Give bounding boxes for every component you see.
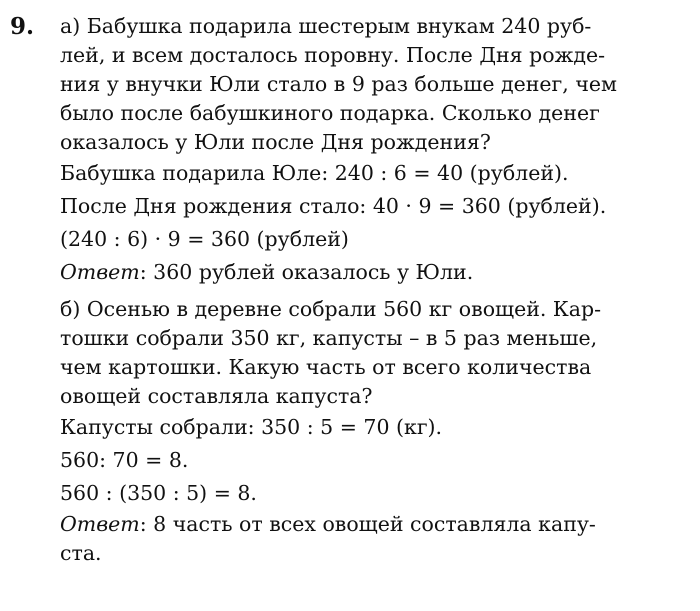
part-a-solution <box>60 157 694 289</box>
answer-label: Ответ <box>60 512 140 536</box>
part-a-problem <box>60 12 694 157</box>
exercise-number: 9. <box>10 13 35 40</box>
answer-line <box>60 256 694 289</box>
answer-text: : 360 рублей оказалось у Юли. <box>139 260 474 284</box>
solution-line: Капусты собрали: 350 : 5 = 70 (кг). <box>60 415 443 439</box>
part-b-problem <box>60 295 694 411</box>
solution-line: После Дня рождения стало: 40 · 9 = 360 (рублей). <box>60 194 607 218</box>
problem-line: лей, и всем досталось поровну. После Дня рожде- <box>60 43 606 67</box>
problem-line: чем картошки. Какую часть от всего количества <box>60 355 592 379</box>
solution-line: (240 : 6) · 9 = 360 (рублей) <box>60 227 349 251</box>
problem-line: ния у внучки Юли стало в 9 раз больше денег, чем <box>60 72 617 96</box>
solution-line: 560 : (350 : 5) = 8. <box>60 481 257 505</box>
answer-line <box>60 510 694 539</box>
part-b <box>60 295 694 568</box>
problem-line: а) Бабушка подарила шестерым внукам 240 руб- <box>60 14 592 38</box>
exercise-content <box>60 12 694 568</box>
solution-line: Бабушка подарила Юле: 240 : 6 = 40 (рублей). <box>60 161 569 185</box>
solution-line: 560: 70 = 8. <box>60 448 189 472</box>
answer-text: : 8 часть от всех овощей составляла капу- <box>139 512 596 536</box>
problem-line: тошки собрали 350 кг, капусты – в 5 раз меньше, <box>60 326 598 350</box>
problem-line: оказалось у Юли после Дня рождения? <box>60 130 491 154</box>
problem-line: овощей составляла капуста? <box>60 384 373 408</box>
part-b-solution <box>60 411 694 568</box>
problem-line: б) Осенью в деревне собрали 560 кг овощей. Кар- <box>60 297 602 321</box>
answer-continuation: ста. <box>60 541 102 565</box>
answer-label: Ответ <box>60 260 140 284</box>
problem-line: было после бабушкиного подарка. Сколько денег <box>60 101 600 125</box>
part-a <box>60 12 694 289</box>
